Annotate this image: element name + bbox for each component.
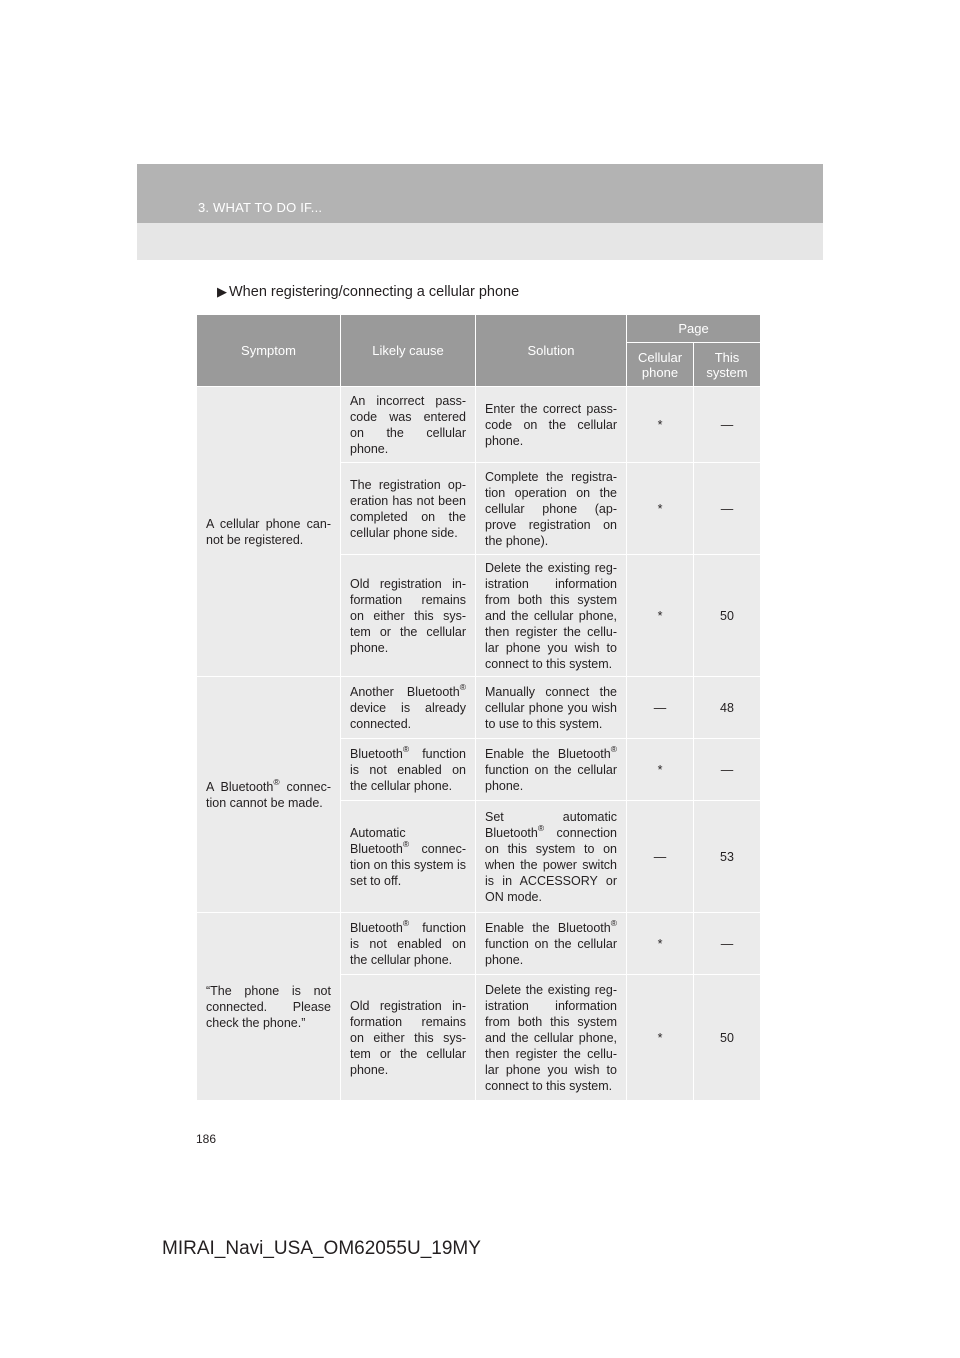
cellular-page-cell: * — [627, 387, 694, 463]
registered-mark: ® — [273, 776, 280, 787]
solution-cell: Manually connect the cellular phone you wish to use to this system. — [476, 677, 627, 739]
registered-mark: ® — [459, 681, 466, 692]
registered-mark: ® — [402, 743, 410, 754]
header-symptom: Symptom — [197, 315, 341, 387]
section-header-band — [137, 164, 823, 260]
cellular-page-cell: * — [627, 913, 694, 975]
registered-mark: ® — [402, 917, 410, 928]
system-page-cell: — — [694, 387, 761, 463]
table-row — [197, 677, 761, 739]
cellular-page-cell: * — [627, 555, 694, 677]
header-page: Page — [627, 315, 761, 343]
symptom-cell: “The phone is not connected. Please check the phone.” — [197, 913, 341, 1101]
section-title: 3. WHAT TO DO IF... — [198, 200, 323, 215]
table-subheading — [217, 284, 519, 300]
cellular-page-cell: * — [627, 739, 694, 801]
solution-cell: Enable the Bluetooth® function on the cellular phone. — [476, 913, 627, 975]
symptom-cell: A cellular phone can-not be registered. — [197, 387, 341, 677]
registered-mark: ® — [402, 838, 410, 849]
cause-cell: Automatic Bluetooth® connec-tion on this system is set to off. — [341, 801, 476, 913]
triangle-bullet-icon: ▶ — [217, 284, 227, 299]
cellular-page-cell: — — [627, 677, 694, 739]
solution-cell: Set automatic Bluetooth® connection on this system to on when the power switch is in ACCESSORY or ON mode. — [476, 801, 627, 913]
cause-cell: Another Bluetooth® device is already connected. — [341, 677, 476, 739]
cause-cell: An incorrect pass-code was entered on the cellular phone. — [341, 387, 476, 463]
registered-mark: ® — [537, 822, 545, 833]
registered-mark: ® — [610, 743, 617, 754]
system-page-cell: 53 — [694, 801, 761, 913]
system-page-cell: — — [694, 463, 761, 555]
registered-mark: ® — [610, 917, 617, 928]
solution-cell: Delete the existing reg-istration information from both this system and the cellular phone, then register the cellu-lar phone you wish to connect to this system. — [476, 555, 627, 677]
table-row — [197, 913, 761, 975]
system-page-cell: — — [694, 913, 761, 975]
solution-cell: Complete the registra-tion operation on the cellular phone (ap-prove registration on the phone). — [476, 463, 627, 555]
system-page-cell: 50 — [694, 975, 761, 1101]
solution-cell: Delete the existing reg-istration information from both this system and the cellular phone, then register the cellu-lar phone you wish to connect to this system. — [476, 975, 627, 1101]
table-row — [197, 387, 761, 463]
header-likely-cause: Likely cause — [341, 315, 476, 387]
cellular-page-cell: — — [627, 801, 694, 913]
system-page-cell: — — [694, 739, 761, 801]
header-cellular-phone: Cellular phone — [627, 343, 694, 387]
cellular-page-cell: * — [627, 463, 694, 555]
solution-cell: Enable the Bluetooth® function on the cellular phone. — [476, 739, 627, 801]
system-page-cell: 48 — [694, 677, 761, 739]
cause-cell: Old registration in-formation remains on either this sys-tem or the cellular phone. — [341, 975, 476, 1101]
solution-cell: Enter the correct pass-code on the cellular phone. — [476, 387, 627, 463]
section-header-bar — [137, 164, 823, 223]
header-solution: Solution — [476, 315, 627, 387]
document-code: MIRAI_Navi_USA_OM62055U_19MY — [162, 1238, 481, 1259]
system-page-cell: 50 — [694, 555, 761, 677]
cause-cell: Bluetooth® function is not enabled on the cellular phone. — [341, 739, 476, 801]
header-this-system: This system — [694, 343, 761, 387]
page-number: 186 — [196, 1132, 217, 1146]
cause-cell: Bluetooth® function is not enabled on the cellular phone. — [341, 913, 476, 975]
troubleshooting-table — [196, 314, 761, 1101]
cause-cell: Old registration in-formation remains on either this sys-tem or the cellular phone. — [341, 555, 476, 677]
cellular-page-cell: * — [627, 975, 694, 1101]
subheading-text: When registering/connecting a cellular phone — [229, 284, 520, 300]
cause-cell: The registration op-eration has not been completed on the cellular phone side. — [341, 463, 476, 555]
symptom-cell: A Bluetooth® connec-tion cannot be made. — [197, 677, 341, 913]
